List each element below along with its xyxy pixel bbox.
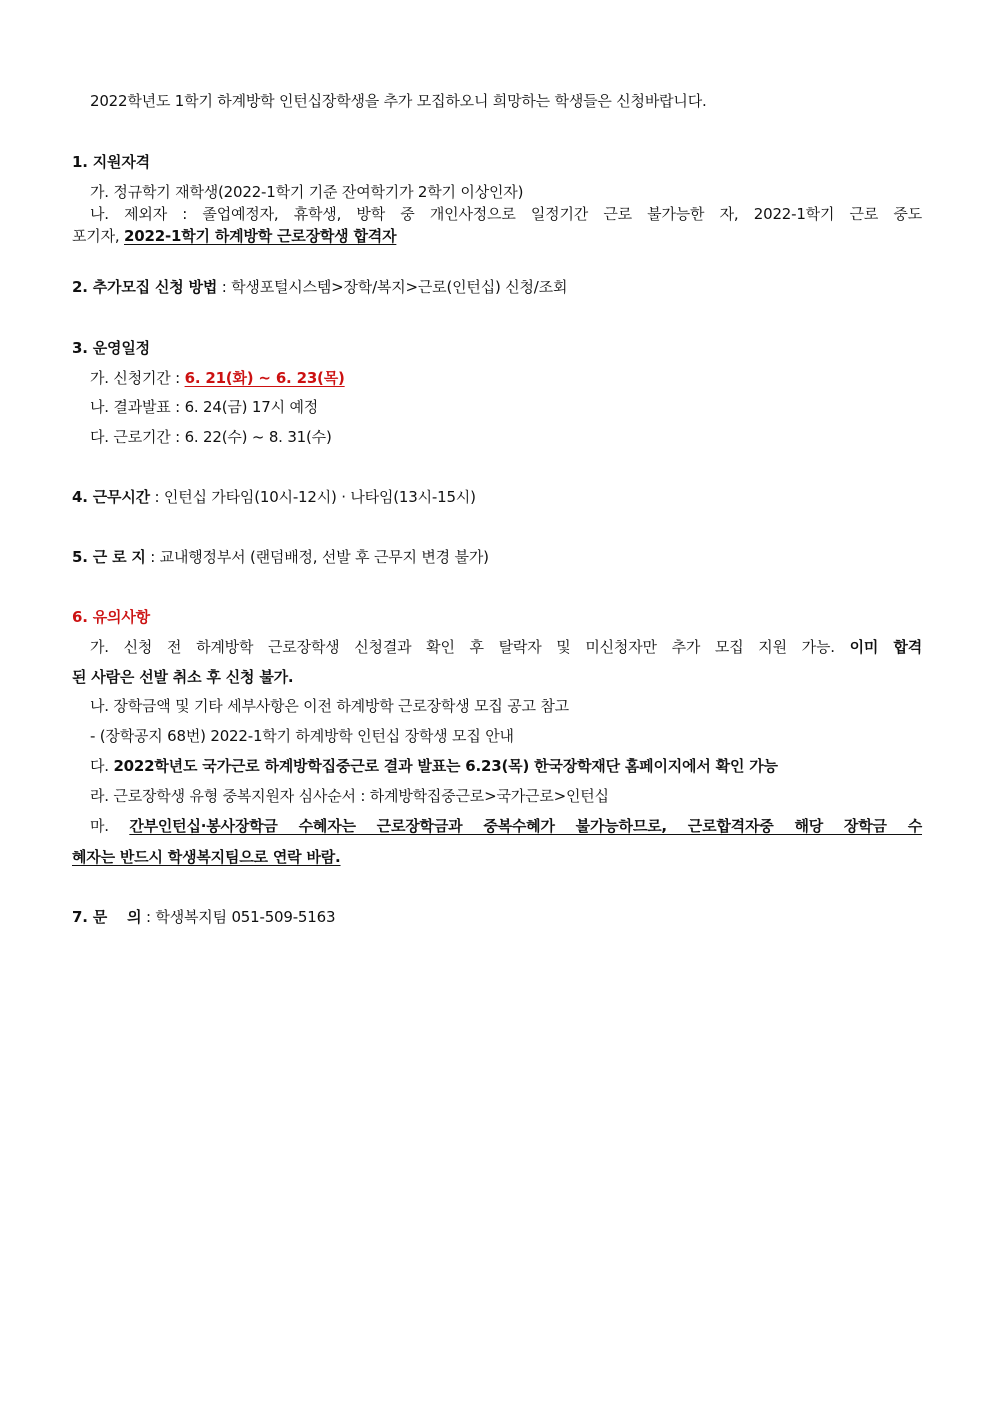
intro-text: 2022학년도 1학기 하계방학 인턴십장학생을 추가 모집하오니 희망하는 학생들은 신청바랍니다.: [90, 92, 707, 110]
s6-item-e-line1: 마. 간부인턴십·봉사장학금 수혜자는 근로장학금과 중복수혜가 불가능하므로, 근로합격자중 해당 장학금 수: [90, 817, 922, 835]
section-4-title: 4. 근무시간: [72, 488, 150, 506]
s3-item-a: 가. 신청기간 : 6. 21(화) ~ 6. 23(목): [90, 369, 345, 387]
section-6-title: 6. 유의사항: [72, 608, 150, 626]
section-4: 4. 근무시간 : 인턴십 가타임(10시-12시) · 나타임(13시-15시): [72, 488, 476, 506]
section-2-title: 2. 추가모집 신청 방법: [72, 278, 218, 296]
s1-excluded-emphasis: 2022-1학기 하계방학 근로장학생 합격자: [124, 227, 397, 245]
section-5-title: 5. 근 로 지: [72, 548, 146, 566]
section-7-title: 7. 문 의: [72, 908, 142, 926]
section-3-title: 3. 운영일정: [72, 339, 150, 357]
s6-item-e-line2: 혜자는 반드시 학생복지팀으로 연락 바람.: [72, 848, 341, 866]
section-5: 5. 근 로 지 : 교내행정부서 (랜덤배정, 선발 후 근무지 변경 불가): [72, 548, 489, 566]
s6-item-b: 나. 장학금액 및 기타 세부사항은 이전 하계방학 근로장학생 모집 공고 참고: [90, 697, 569, 715]
section-1-title: 1. 지원자격: [72, 153, 150, 171]
s1-item-b-line2: 포기자, 2022-1학기 하계방학 근로장학생 합격자: [72, 227, 397, 245]
s3-item-c: 다. 근로기간 : 6. 22(수) ~ 8. 31(수): [90, 428, 332, 446]
s6-item-b-sub: - (장학공지 68번) 2022-1학기 하계방학 인턴십 장학생 모집 안내: [90, 727, 514, 745]
section-2: 2. 추가모집 신청 방법 : 학생포털시스템>장학/복지>근로(인턴십) 신청/조회: [72, 278, 568, 296]
s1-item-a: 가. 정규학기 재학생(2022-1학기 기준 잔여학기가 2학기 이상인자): [90, 183, 524, 201]
s6-item-a-line2: 된 사람은 선발 취소 후 신청 불가.: [72, 668, 294, 686]
s6-item-d: 라. 근로장학생 유형 중복지원자 심사순서 : 하계방학집중근로>국가근로>인턴십: [90, 787, 609, 805]
s3-item-b: 나. 결과발표 : 6. 24(금) 17시 예정: [90, 398, 319, 416]
s6-item-a-line1: 가. 신청 전 하계방학 근로장학생 신청결과 확인 후 탈락자 및 미신청자만 추가 모집 지원 가능. 이미 합격: [90, 638, 922, 656]
s1-item-b-line1: 나. 제외자 : 졸업예정자, 휴학생, 방학 중 개인사정으로 일정기간 근로 불가능한 자, 2022-1학기 근로 중도: [90, 205, 922, 223]
s6-item-c: 다. 2022학년도 국가근로 하계방학집중근로 결과 발표는 6.23(목) 한국장학재단 홈페이지에서 확인 가능: [90, 757, 778, 775]
section-7: 7. 문 의 : 학생복지팀 051-509-5163: [72, 908, 336, 926]
apply-period-value: 6. 21(화) ~ 6. 23(목): [184, 369, 345, 387]
